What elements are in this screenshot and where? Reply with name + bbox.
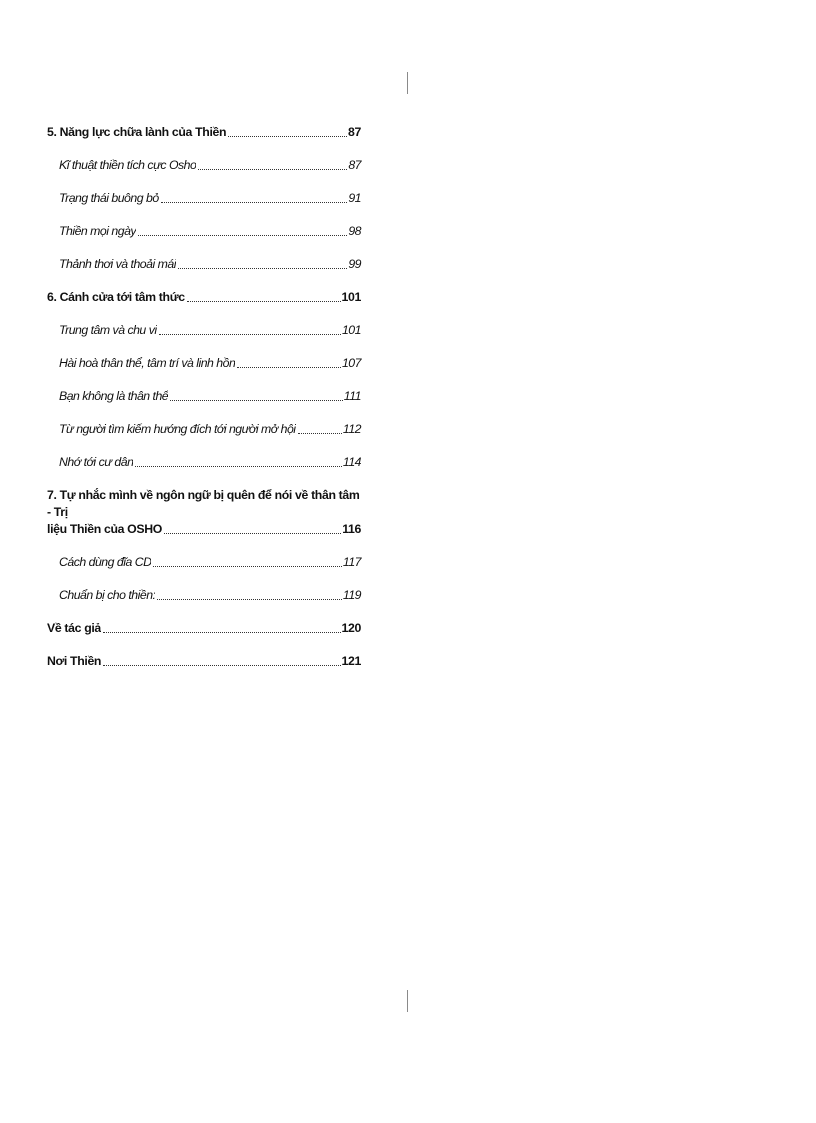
dot-leader	[198, 169, 347, 170]
toc-page-number: 107	[341, 356, 361, 370]
toc-entry-section[interactable]	[47, 223, 361, 240]
toc-page-number: 87	[348, 158, 361, 172]
toc-entry-chapter-6[interactable]	[47, 289, 361, 306]
toc-entry-title-row-2	[47, 521, 361, 538]
toc-page-number: 119	[342, 588, 361, 602]
toc-entry-section[interactable]	[47, 554, 361, 571]
toc-entry-title: Trung tâm và chu vi	[59, 323, 157, 337]
toc-page-number: 87	[348, 125, 361, 139]
toc-page-number: 116	[342, 522, 361, 536]
page-margin-mark-bottom	[407, 990, 408, 1012]
toc-entry-section[interactable]	[47, 190, 361, 207]
dot-leader	[170, 400, 343, 401]
dot-leader	[164, 533, 341, 534]
toc-entry-title: Chuẩn bị cho thiền:	[59, 588, 156, 602]
dot-leader	[178, 268, 347, 269]
table-of-contents	[47, 124, 361, 686]
toc-entry-about-author[interactable]	[47, 620, 361, 637]
toc-page-number: 98	[348, 224, 361, 238]
toc-page-number: 111	[343, 389, 361, 403]
toc-page-number: 121	[341, 654, 361, 668]
toc-entry-title: Cách dùng đĩa CD	[59, 555, 152, 569]
toc-entry-title: Từ người tìm kiếm hướng đích tới người mở hội	[59, 422, 296, 436]
dot-leader	[228, 136, 347, 137]
dot-leader	[159, 334, 341, 335]
dot-leader	[237, 367, 341, 368]
toc-entry-chapter-5[interactable]	[47, 124, 361, 141]
toc-entry-title-line-1: 7. Tự nhắc mình về ngôn ngữ bị quên để nói về thân tâm - Trị	[47, 488, 360, 519]
toc-entry-meditation-places[interactable]	[47, 653, 361, 670]
page-margin-mark-top	[407, 72, 408, 94]
toc-page-number: 99	[348, 257, 361, 271]
toc-page-number: 112	[342, 422, 361, 436]
dot-leader	[298, 433, 342, 434]
toc-entry-title: Thảnh thơi và thoải mái	[59, 257, 176, 271]
dot-leader	[135, 466, 341, 467]
toc-entry-section[interactable]	[47, 256, 361, 273]
toc-entry-chapter-7[interactable]	[47, 487, 361, 538]
toc-entry-section[interactable]	[47, 388, 361, 405]
toc-page-number: 114	[342, 455, 361, 469]
toc-entry-title: Nơi Thiền	[47, 654, 102, 668]
toc-entry-title: Thiền mọi ngày	[59, 224, 137, 238]
toc-entry-title: Về tác giả	[47, 621, 101, 635]
dot-leader	[103, 665, 340, 666]
toc-page-number: 101	[341, 290, 361, 304]
toc-entry-title: 6. Cánh cửa tới tâm thức	[47, 290, 185, 304]
toc-entry-title: 5. Năng lực chữa lành của Thiền	[47, 125, 227, 139]
dot-leader	[187, 301, 341, 302]
toc-page-number: 101	[341, 323, 361, 337]
toc-entry-title: Kĩ thuật thiền tích cực Osho	[59, 158, 197, 172]
toc-page-number: 120	[341, 621, 361, 635]
toc-entry-section[interactable]	[47, 322, 361, 339]
dot-leader	[153, 566, 341, 567]
toc-entry-section[interactable]	[47, 454, 361, 471]
dot-leader	[161, 202, 348, 203]
toc-entry-title-line-2: liệu Thiền của OSHO	[47, 522, 162, 536]
toc-page-number: 117	[342, 555, 361, 569]
toc-entry-title: Nhớ tới cư dân	[59, 455, 134, 469]
toc-entry-section[interactable]	[47, 157, 361, 174]
dot-leader	[103, 632, 341, 633]
toc-entry-title: Hài hoà thân thể, tâm trí và linh hồn	[59, 356, 236, 370]
toc-entry-section[interactable]	[47, 587, 361, 604]
toc-entry-section[interactable]	[47, 355, 361, 372]
dot-leader	[157, 599, 341, 600]
toc-entry-title: Trạng thái buông bỏ	[59, 191, 159, 205]
toc-entry-title: Bạn không là thân thể	[59, 389, 169, 403]
toc-page-number: 91	[348, 191, 361, 205]
toc-entry-section[interactable]	[47, 421, 361, 438]
dot-leader	[138, 235, 347, 236]
